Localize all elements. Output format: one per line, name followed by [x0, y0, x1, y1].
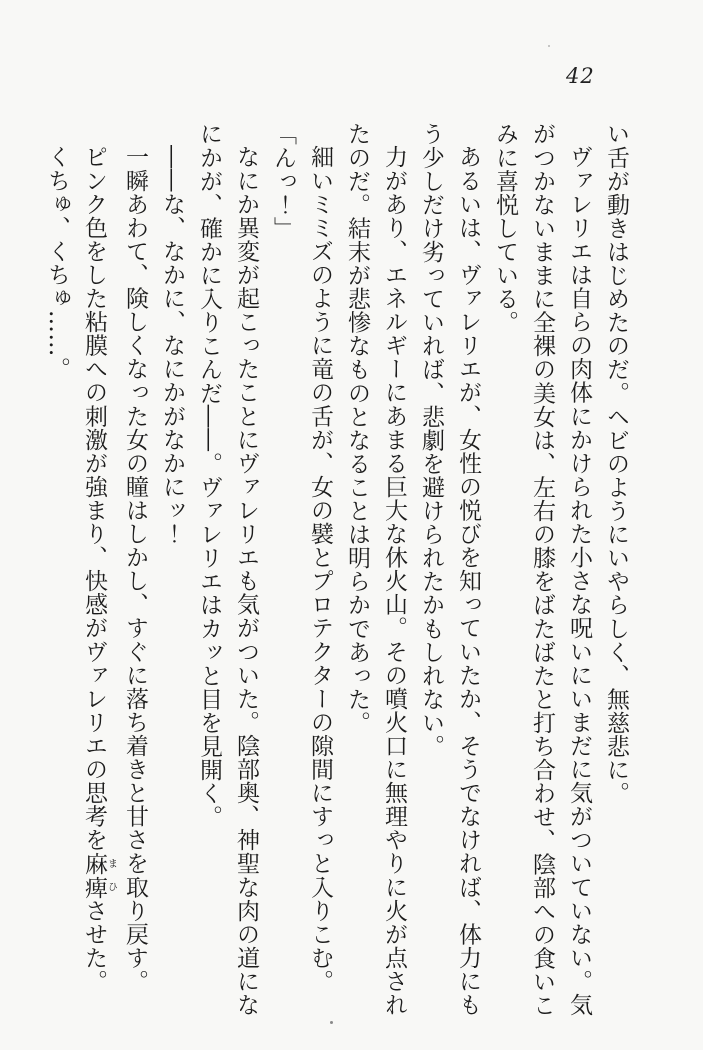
text-block [40, 122, 634, 1019]
paragraph: 力があり、エネルギーにあまる巨大な休火山。その噴火口に無理やりに火が点されたのだ。結末が悲惨なものとなることは明らかであった。 [344, 122, 407, 1017]
scan-speck [330, 1021, 333, 1024]
paragraph: 「んっ！」 [270, 122, 296, 240]
furigana-ruby: 麻痺まひ [81, 851, 117, 899]
paragraph: なにか異変が起こったことにヴァレリエも気がついた。陰部奥、神聖な肉の道になにかが、確かに入りこんだ――。ヴァレリエはカッと目を見開く。 [196, 122, 259, 1017]
page-number: 42 [566, 64, 595, 88]
paragraph: い舌が動きはじめたのだ。ヘビのようにいやらしく、無慈悲に。 [603, 122, 629, 805]
paragraph: くちゅ、くちゅ……。 [44, 145, 70, 381]
paragraph: ――な、なかに、なにかがなかにッ！ [159, 145, 185, 546]
paragraph: ヴァレリエは自らの肉体にかけられた小さな呪いにいまだに気がついていない。気がつかないままに全裸の美女は、左右の膝をばたばたと打ち合わせ、陰部への食いこみに喜悦している。 [492, 122, 592, 1017]
paragraph: あるいは、ヴァレリエが、女性の悦びを知っていたか、そうでなければ、体力にもう少しだけ劣っていれば、悲劇を避けられたかもしれない。 [418, 122, 481, 1017]
paragraph: 細いミミズのように竜の舌が、女の襞とプロテクターの隙間にすっと入りこむ。 [307, 145, 333, 993]
paragraph: 一瞬あわて、険しくなった女の瞳はしかし、すぐに落ち着きと甘さを取り戻す。 [122, 145, 148, 993]
scan-speck [548, 45, 550, 47]
paragraph: ピンク色をした粘膜への刺激が強まり、快感がヴァレリエの思考を麻痺まひさせた。 [81, 145, 117, 993]
